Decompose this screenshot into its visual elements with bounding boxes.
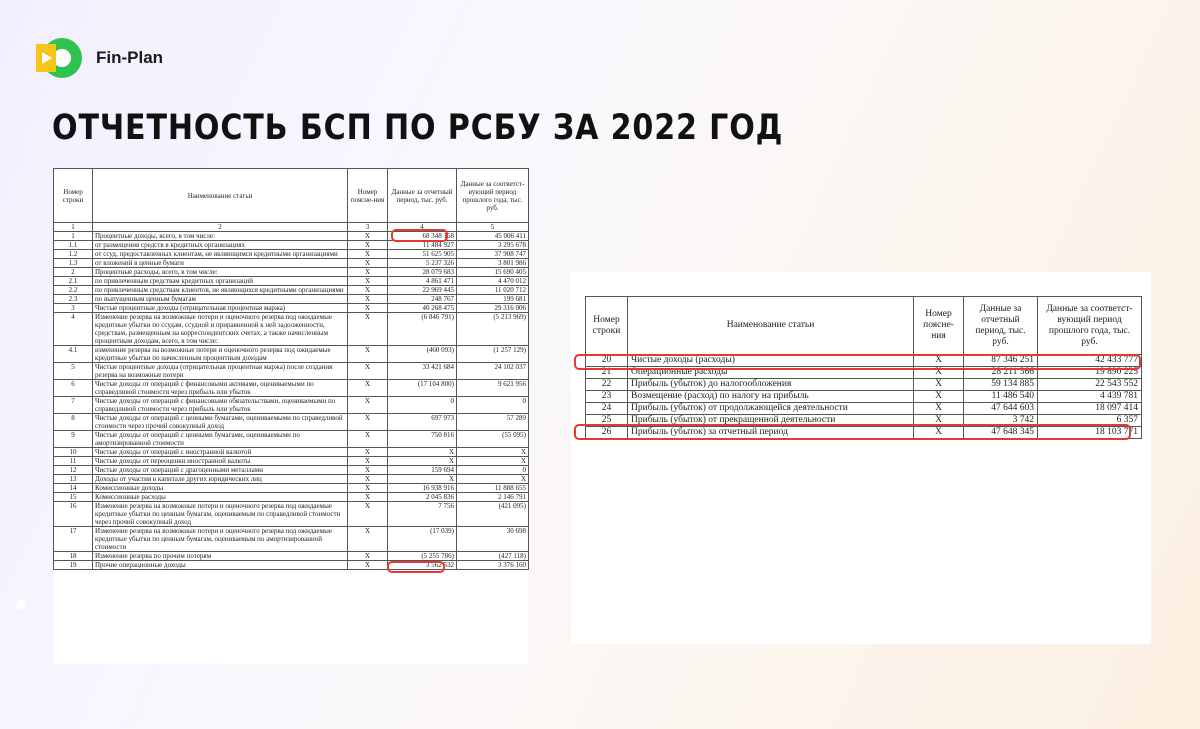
row-number-cell: 1 [54,232,93,241]
current-period-cell: 159 694 [388,466,457,475]
table-row [54,286,529,295]
item-name-cell: Операционные расходы [628,367,914,379]
item-name-cell: Прочие операционные доходы [93,561,348,570]
table-row [54,304,529,313]
current-period-cell: (6 846 791) [388,313,457,346]
current-period-cell: 68 348 158 [388,232,457,241]
row-number-cell: 23 [586,391,628,403]
row-number-cell: 9 [54,431,93,448]
prior-period-cell: 9 621 956 [457,380,529,397]
table-row [54,363,529,380]
note-number-cell: X [914,355,964,367]
current-period-cell: 16 938 916 [388,484,457,493]
current-period-cell: 0 [388,397,457,414]
row-number-cell: 11 [54,457,93,466]
note-number-cell: X [914,367,964,379]
item-name-cell: Прибыль (убыток) до налогообложения [628,379,914,391]
row-number-cell: 24 [586,403,628,415]
prior-period-cell: 4 439 781 [1038,391,1142,403]
col-header-row-number: Номер строки [586,297,628,355]
note-number-cell: X [348,259,388,268]
current-period-cell: 11 484 927 [388,241,457,250]
note-number-cell: X [348,527,388,552]
table-row [54,431,529,448]
col-header-note-number: Номер поясне-ния [348,169,388,223]
prior-period-cell: 0 [457,397,529,414]
item-name-cell: Изменение резерва на возможные потери и оценочного резерва под ожидаемые кредитные убытки по ссудам, ссудной и приравненной к ней задолженности, средствам, размещенным на корреспондентских счетах, а также начисленным процентным доходам, всего, в том числе: [93,313,348,346]
current-period-cell: (460 093) [388,346,457,363]
table-row [54,561,529,570]
prior-period-cell: 42 433 777 [1038,355,1142,367]
item-name-cell: Процентные доходы, всего, в том числе: [93,232,348,241]
table-row [586,391,1142,403]
prior-period-cell: 18 103 771 [1038,427,1142,439]
prior-period-cell: 37 908 747 [457,250,529,259]
item-name-cell: Комиссионные доходы [93,484,348,493]
current-period-cell: 750 816 [388,431,457,448]
item-name-cell: Чистые доходы от операций с иностранной валютой [93,448,348,457]
row-number-cell: 12 [54,466,93,475]
current-period-cell: (5 255 786) [388,552,457,561]
item-name-cell: Изменение резерва на возможные потери и оценочного резерва под ожидаемые кредитные убытки по ценным бумагам, оцениваемым по справедливой стоимости через прочий совокупный доход [93,502,348,527]
col-header-current-period: Данные за отчетный период, тыс. руб. [388,169,457,223]
table-row [54,484,529,493]
row-number-cell: 26 [586,427,628,439]
table-row [54,397,529,414]
current-period-cell: X [388,475,457,484]
row-number-cell: 22 [586,379,628,391]
col-header-row-number: Номер строки [54,169,93,223]
row-number-cell: 1 [54,223,93,232]
current-period-cell: 3 742 [964,415,1038,427]
row-number-cell: 1.3 [54,259,93,268]
item-name-cell: по привлеченным средствам клиентов, не являющихся кредитными организациями [93,286,348,295]
prior-period-cell: 0 [457,466,529,475]
row-number-cell: 10 [54,448,93,457]
row-number-cell: 7 [54,397,93,414]
table-row [54,466,529,475]
row-number-cell: 14 [54,484,93,493]
note-number-cell: X [914,403,964,415]
item-name-cell: Чистые доходы от операций с финансовыми обязательствами, оцениваемыми по справедливой стоимости через прибыль или убыток [93,397,348,414]
current-period-cell: 59 134 885 [964,379,1038,391]
prior-period-cell: 2 146 791 [457,493,529,502]
note-number-cell: 3 [348,223,388,232]
prior-period-cell: (5 213 969) [457,313,529,346]
prior-period-cell: 11 020 712 [457,286,529,295]
table-row [54,313,529,346]
row-number-cell: 1.1 [54,241,93,250]
note-number-cell: X [914,391,964,403]
prior-period-cell: 199 681 [457,295,529,304]
item-name-cell: от размещения средств в кредитных организациях [93,241,348,250]
table-row [54,414,529,431]
table-row [54,232,529,241]
note-number-cell: X [348,502,388,527]
table-row [54,223,529,232]
table-row [54,250,529,259]
current-period-cell: 4 [388,223,457,232]
item-name-cell: изменение резерва на возможные потери и оценочного резерва под ожидаемые кредитные убытки по начисленным процентным доходам [93,346,348,363]
prior-period-cell: 22 543 552 [1038,379,1142,391]
table-row [54,259,529,268]
row-number-cell: 4.1 [54,346,93,363]
item-name-cell: Чистые доходы от операций с финансовыми активами, оцениваемыми по справедливой стоимости через прибыль или убыток [93,380,348,397]
table-header-row [54,169,529,223]
current-period-cell: 87 346 251 [964,355,1038,367]
item-name-cell: Чистые доходы от операций с драгоценными металлами [93,466,348,475]
current-period-cell: 2 045 836 [388,493,457,502]
prior-period-cell: 30 698 [457,527,529,552]
table-row [54,277,529,286]
note-number-cell: X [348,397,388,414]
item-name-cell: Чистые процентные доходы (отрицательная процентная маржа) [93,304,348,313]
row-number-cell: 6 [54,380,93,397]
table-row [586,415,1142,427]
table-row [54,527,529,552]
current-period-cell: (17 039) [388,527,457,552]
row-number-cell: 15 [54,493,93,502]
prior-period-cell: 3 801 986 [457,259,529,268]
note-number-cell: X [348,457,388,466]
brand-name: Fin-Plan [96,48,164,67]
note-number-cell: X [348,414,388,431]
col-header-prior-period: Данные за соответст-вующий период прошлого года, тыс. руб. [1038,297,1142,355]
income-statement-scan-part-1 [53,168,528,664]
current-period-cell: 28 211 366 [964,367,1038,379]
table-row [586,367,1142,379]
note-number-cell: X [348,346,388,363]
brand-logo[interactable] [34,34,163,82]
row-number-cell: 21 [586,367,628,379]
income-statement-table-2 [585,296,1142,439]
current-period-cell: 22 969 445 [388,286,457,295]
prior-period-cell: 3 376 160 [457,561,529,570]
item-name-cell: Чистые процентные доходы (отрицательная процентная маржа) после создания резерва на возможные потери [93,363,348,380]
decorative-dot [16,600,26,610]
item-name-cell: Процентные расходы, всего, в том числе: [93,268,348,277]
note-number-cell: X [348,561,388,570]
prior-period-cell: 5 [457,223,529,232]
prior-period-cell: (421 095) [457,502,529,527]
current-period-cell: 4 861 471 [388,277,457,286]
prior-period-cell: 29 316 006 [457,304,529,313]
row-number-cell: 2 [54,268,93,277]
note-number-cell: X [348,552,388,561]
prior-period-cell: (1 257 129) [457,346,529,363]
item-name-cell: по выпущенным ценным бумагам [93,295,348,304]
item-name-cell: от вложений в ценные бумаги [93,259,348,268]
table-row [54,448,529,457]
note-number-cell: X [348,484,388,493]
note-number-cell: X [348,241,388,250]
note-number-cell: X [348,250,388,259]
note-number-cell: X [348,475,388,484]
note-number-cell: X [348,448,388,457]
income-statement-scan-part-2 [571,272,1151,644]
row-number-cell: 19 [54,561,93,570]
row-number-cell: 17 [54,527,93,552]
prior-period-cell: (427 118) [457,552,529,561]
prior-period-cell: 6 357 [1038,415,1142,427]
item-name-cell: Чистые доходы от операций с ценными бумагами, оцениваемыми по амортизированной стоимости [93,431,348,448]
item-name-cell: по привлеченным средствам кредитных организаций [93,277,348,286]
current-period-cell: 51 625 905 [388,250,457,259]
current-period-cell: 47 644 603 [964,403,1038,415]
current-period-cell: 40 268 475 [388,304,457,313]
current-period-cell: 28 079 683 [388,268,457,277]
table-row [586,379,1142,391]
table-row [54,346,529,363]
table-row [54,380,529,397]
row-number-cell: 2.2 [54,286,93,295]
note-number-cell: X [348,363,388,380]
table-row [54,552,529,561]
row-number-cell: 2.3 [54,295,93,304]
prior-period-cell: X [457,457,529,466]
table-row [54,502,529,527]
note-number-cell: X [348,380,388,397]
row-number-cell: 8 [54,414,93,431]
prior-period-cell: (55 095) [457,431,529,448]
current-period-cell: 5 237 326 [388,259,457,268]
table-row [54,241,529,250]
note-number-cell: X [348,304,388,313]
note-number-cell: X [348,313,388,346]
item-name-cell: Возмещение (расход) по налогу на прибыль [628,391,914,403]
note-number-cell: X [348,286,388,295]
item-name-cell: Прибыль (убыток) от продолжающейся деятельности [628,403,914,415]
table-row [586,403,1142,415]
current-period-cell: X [388,457,457,466]
prior-period-cell: 18 097 414 [1038,403,1142,415]
note-number-cell: X [348,268,388,277]
note-number-cell: X [914,427,964,439]
col-header-item-name: Наименование статьи [93,169,348,223]
col-header-note-number: Номер поясне-ния [914,297,964,355]
item-name-cell: Изменение резерва по прочим потерям [93,552,348,561]
prior-period-cell: 19 890 225 [1038,367,1142,379]
row-number-cell: 18 [54,552,93,561]
prior-period-cell: 3 295 678 [457,241,529,250]
table-header-row [586,297,1142,355]
table-row [54,295,529,304]
table-row [54,475,529,484]
note-number-cell: X [348,466,388,475]
prior-period-cell: 4 470 012 [457,277,529,286]
col-header-item-name: Наименование статьи [628,297,914,355]
item-name-cell: Комиссионные расходы [93,493,348,502]
current-period-cell: 11 486 540 [964,391,1038,403]
note-number-cell: X [914,415,964,427]
table-row [54,268,529,277]
current-period-cell: (17 104 800) [388,380,457,397]
row-number-cell: 13 [54,475,93,484]
note-number-cell: X [348,431,388,448]
page-title: ОТЧЕТНОСТЬ БСП ПО РСБУ ЗА 2022 ГОД [52,108,784,148]
item-name-cell: Прибыль (убыток) за отчетный период [628,427,914,439]
item-name-cell: Чистые доходы от операций с ценными бумагами, оцениваемыми по справедливой стоимости через прочий совокупный доход [93,414,348,431]
prior-period-cell: 11 888 655 [457,484,529,493]
prior-period-cell: 57 289 [457,414,529,431]
current-period-cell: 33 421 684 [388,363,457,380]
income-statement-table-1 [53,168,529,570]
col-header-prior-period: Данные за соответст-вующий период прошлого года, тыс. руб. [457,169,529,223]
row-number-cell: 2.1 [54,277,93,286]
note-number-cell: X [348,295,388,304]
prior-period-cell: X [457,448,529,457]
note-number-cell: X [348,493,388,502]
prior-period-cell: 45 006 411 [457,232,529,241]
current-period-cell: 7 756 [388,502,457,527]
current-period-cell: X [388,448,457,457]
current-period-cell: 47 648 345 [964,427,1038,439]
current-period-cell: 3 562 532 [388,561,457,570]
item-name-cell: Изменение резерва на возможные потери и оценочного резерва под ожидаемые кредитные убытки по ценным бумагам, оцениваемым по амортизированной стоимости [93,527,348,552]
item-name-cell: Чистые доходы от переоценки иностранной валюты [93,457,348,466]
prior-period-cell: 24 102 037 [457,363,529,380]
item-name-cell: Чистые доходы (расходы) [628,355,914,367]
item-name-cell: 2 [93,223,348,232]
row-number-cell: 5 [54,363,93,380]
table-row [586,427,1142,439]
row-number-cell: 1.2 [54,250,93,259]
row-number-cell: 16 [54,502,93,527]
table-row [586,355,1142,367]
row-number-cell: 25 [586,415,628,427]
item-name-cell: Прибыль (убыток) от прекращенной деятельности [628,415,914,427]
note-number-cell: X [348,277,388,286]
note-number-cell: X [348,232,388,241]
note-number-cell: X [914,379,964,391]
row-number-cell: 20 [586,355,628,367]
item-name-cell: Доходы от участия в капитале других юридических лиц [93,475,348,484]
table-row [54,457,529,466]
prior-period-cell: X [457,475,529,484]
prior-period-cell: 15 690 405 [457,268,529,277]
row-number-cell: 4 [54,313,93,346]
fin-plan-logo-icon [34,34,82,82]
col-header-current-period: Данные за отчетный период, тыс. руб. [964,297,1038,355]
current-period-cell: 248 767 [388,295,457,304]
item-name-cell: от ссуд, предоставленных клиентам, не являющимся кредитными организациями [93,250,348,259]
row-number-cell: 3 [54,304,93,313]
table-row [54,493,529,502]
current-period-cell: 697 973 [388,414,457,431]
